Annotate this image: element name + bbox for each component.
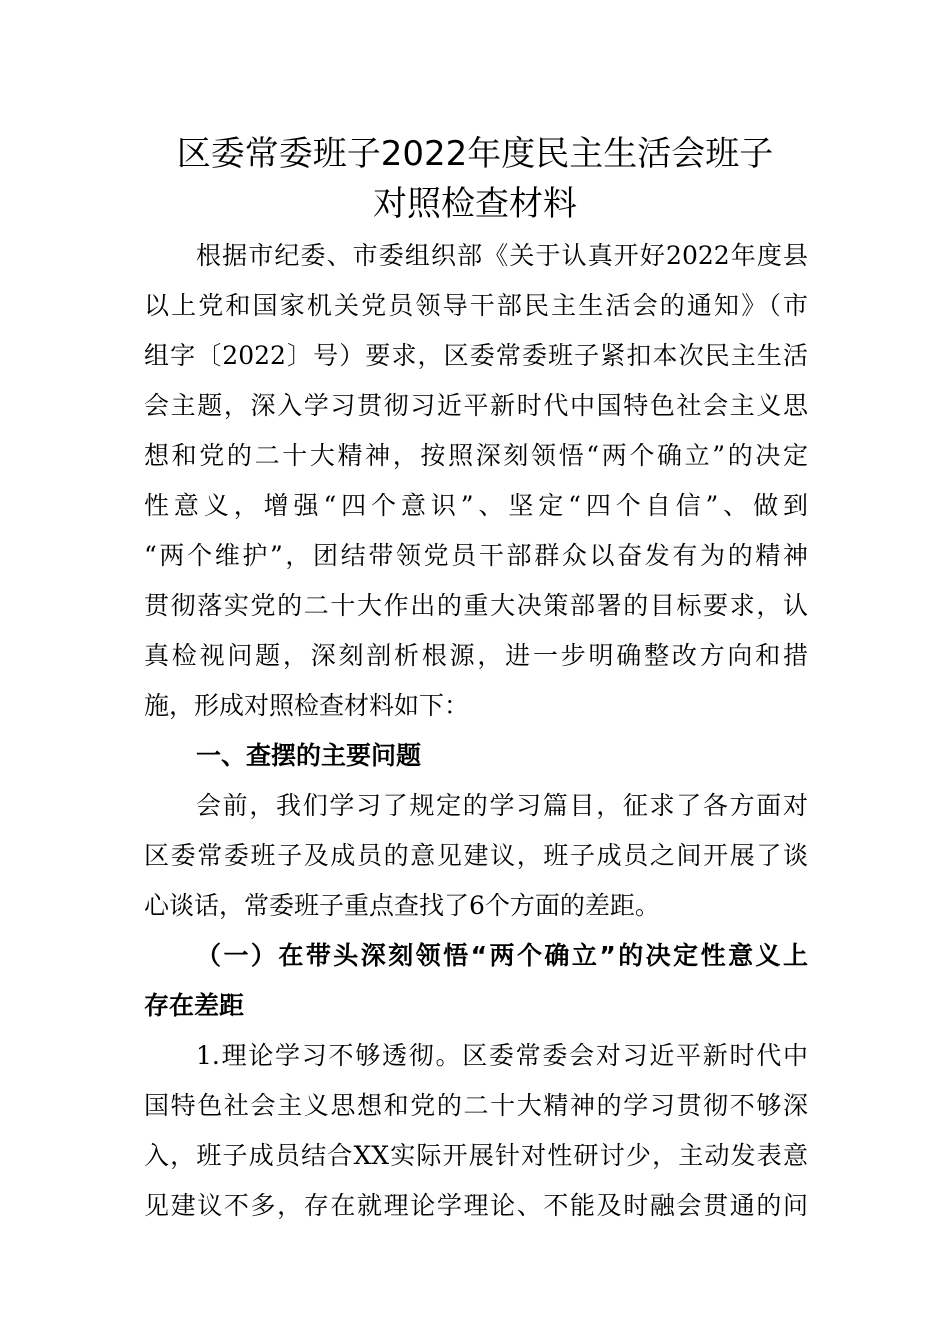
subsection-heading-line: （一）在带头深刻领悟“两个确立”的决定性意义上 — [196, 941, 808, 970]
section-line: 区委常委班子及成员的意见建议，班子成员之间开展了谈 — [144, 841, 808, 870]
section-line: 会前，我们学习了规定的学习篇目，征求了各方面对 — [196, 791, 808, 820]
item-line: 1.理论学习不够透彻。区委常委会对习近平新时代中 — [196, 1041, 808, 1070]
intro-line: 组字〔2022〕号）要求，区委常委班子紧扣本次民主生活 — [144, 341, 808, 370]
section-heading-problems: 一、查摆的主要问题 — [196, 741, 422, 770]
item-line: 国特色社会主义思想和党的二十大精神的学习贯彻不够深 — [144, 1091, 808, 1120]
intro-line: 贯彻落实党的二十大作出的重大决策部署的目标要求，认 — [144, 591, 808, 620]
intro-line: “两个维护”，团结带领党员干部群众以奋发有为的精神 — [144, 541, 808, 570]
intro-line: 真检视问题，深刻剖析根源，进一步明确整改方向和措 — [144, 641, 808, 670]
intro-line: 根据市纪委、市委组织部《关于认真开好2022年度县 — [196, 241, 808, 270]
subsection-heading-line: 存在差距 — [144, 991, 245, 1020]
intro-line: 施，形成对照检查材料如下： — [144, 691, 470, 720]
intro-line: 想和党的二十大精神，按照深刻领悟“两个确立”的决定 — [144, 441, 808, 470]
document-title-line-2: 对照检查材料 — [373, 184, 577, 224]
intro-line: 性意义，增强“四个意识”、坚定“四个自信”、做到 — [144, 491, 808, 520]
item-line: 见建议不多，存在就理论学理论、不能及时融会贯通的问 — [144, 1191, 808, 1220]
intro-line: 会主题，深入学习贯彻习近平新时代中国特色社会主义思 — [144, 391, 808, 420]
document-title-line-1: 区委常委班子2022年度民主生活会班子 — [176, 134, 774, 174]
section-line: 心谈话，常委班子重点查找了6个方面的差距。 — [144, 891, 660, 920]
item-line: 入，班子成员结合XX实际开展针对性研讨少，主动发表意 — [144, 1141, 808, 1170]
intro-line: 以上党和国家机关党员领导干部民主生活会的通知》（市 — [144, 291, 808, 320]
